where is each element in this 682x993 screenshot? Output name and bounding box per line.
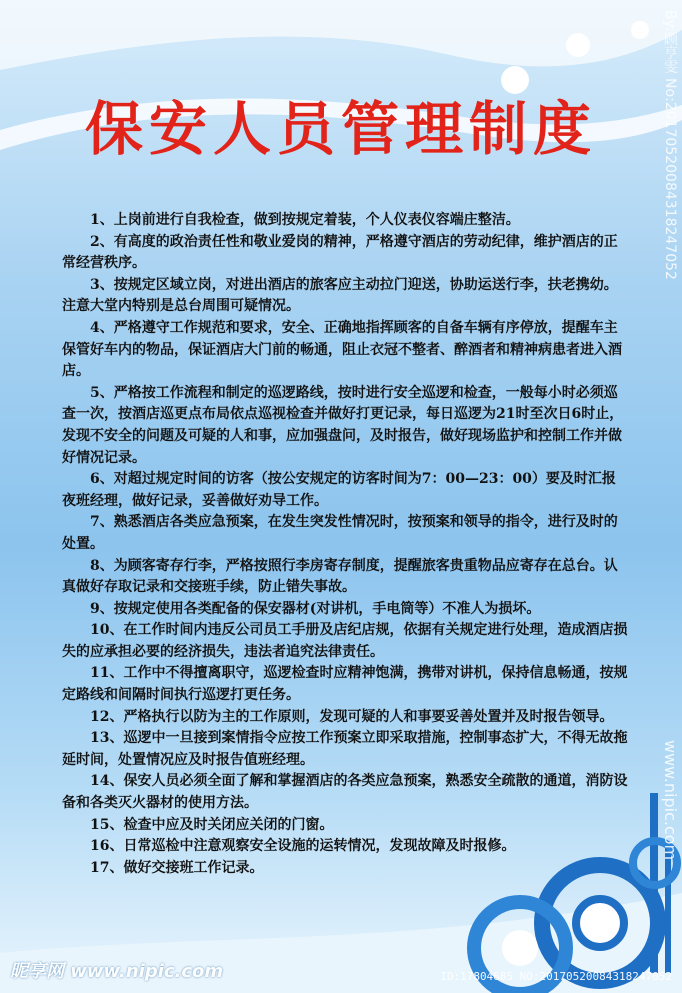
rule-item: 1、上岗前进行自我检查，做到按规定着装，个人仪表仪容端庄整洁。 bbox=[90, 212, 520, 228]
rule-item: 15、检查中应及时关闭应关闭的门窗。 bbox=[90, 816, 334, 833]
rule-item: 5、严格按工作流程和制定的巡逻路线，按时进行安全巡逻和检查，一般每小时必须巡查一次，按酒店巡更点布局依点巡视检查并做好打更记录，每日巡逻为21时至次日6时止，发现不安全的问题及可疑的人和事，应加强盘问，及时报告，做好现场监护和控制工作并做好情况记录。 bbox=[62, 384, 624, 466]
rule-item: 6、对超过规定时间的访客（按公安规定的访客时间为7：00—23：00）要及时汇报夜班经理，做好记录，妥善做好劝导工作。 bbox=[62, 471, 616, 509]
rule-item: 10、在工作时间内违反公司员工手册及店纪店规，依据有关规定进行处理，造成酒店损失的应承担必要的经济损失，违法者追究法律责任。 bbox=[62, 622, 628, 660]
rule-item: 13、巡逻中一旦接到案情指令应按工作预案立即采取措施，控制事态扩大，不得无故拖延时间，处置情况应及时报告值班经理。 bbox=[62, 730, 628, 768]
rule-item: 4、严格遵守工作规范和要求，安全、正确地指挥顾客的自备车辆有序停放，提醒车主保管好车内的物品，保证酒店大门前的畅通，阻止衣冠不整者、醉酒者和精神病患者进入酒店。 bbox=[62, 319, 622, 380]
bubble-icon bbox=[631, 21, 649, 39]
rule-item: 2、有高度的政治责任性和敬业爱岗的精神，严格遵守酒店的劳动纪律，维护酒店的正常经营秩序。 bbox=[62, 233, 618, 272]
rule-item: 3、按规定区域立岗，对进出酒店的旅客应主动拉门迎送，协助运送行李，扶老携幼。注意大堂内特别是总台周围可疑情况。 bbox=[62, 276, 618, 315]
id-watermark: ID:17804685 NO:20170520084318247052 bbox=[440, 970, 672, 983]
rule-item: 14、保安人员必须全面了解和掌握酒店的各类应急预案，熟悉安全疏散的通道，消防设备和各类灭火器材的使用方法。 bbox=[62, 773, 628, 812]
rule-item: 12、严格执行以防为主的工作原则，发现可疑的人和事要妥善处置并及时报告领导。 bbox=[90, 708, 614, 725]
rules-list bbox=[62, 210, 628, 879]
rule-item: 8、为顾客寄存行李，严格按照行李房寄存制度，提醒旅客贵重物品应寄存在总台。认真做好存取记录和交接班手续，防止错失事故。 bbox=[62, 557, 618, 596]
bubble-icon bbox=[566, 33, 590, 57]
site-watermark: 昵享网 www.nipic.com bbox=[10, 961, 224, 982]
page-title: 保安人员管理制度 bbox=[84, 95, 597, 163]
rule-item: 11、工作中不得擅离职守，巡逻检查时应精神饱满，携带对讲机，保持信息畅通，按规定路线和间隔时间执行巡逻打更任务。 bbox=[62, 665, 628, 704]
rule-item: 9、按规定使用各类配备的保安器材(对讲机，手电筒等）不准人为损坏。 bbox=[90, 600, 541, 617]
vertical-site-watermark: www.nipic.com bbox=[661, 740, 680, 861]
rule-item: 7、熟悉酒店各类应急预案，在发生突发性情况时，按预案和领导的指令，进行及时的处置。 bbox=[62, 514, 618, 552]
rule-item: 17、做好交接班工作记录。 bbox=[90, 859, 264, 876]
rule-item: 16、日常巡检中注意观察安全设施的运转情况，发现故障及时报修。 bbox=[90, 838, 516, 855]
vertical-watermark: By:顾亨雯 No:20170520084318247052 bbox=[662, 10, 678, 280]
